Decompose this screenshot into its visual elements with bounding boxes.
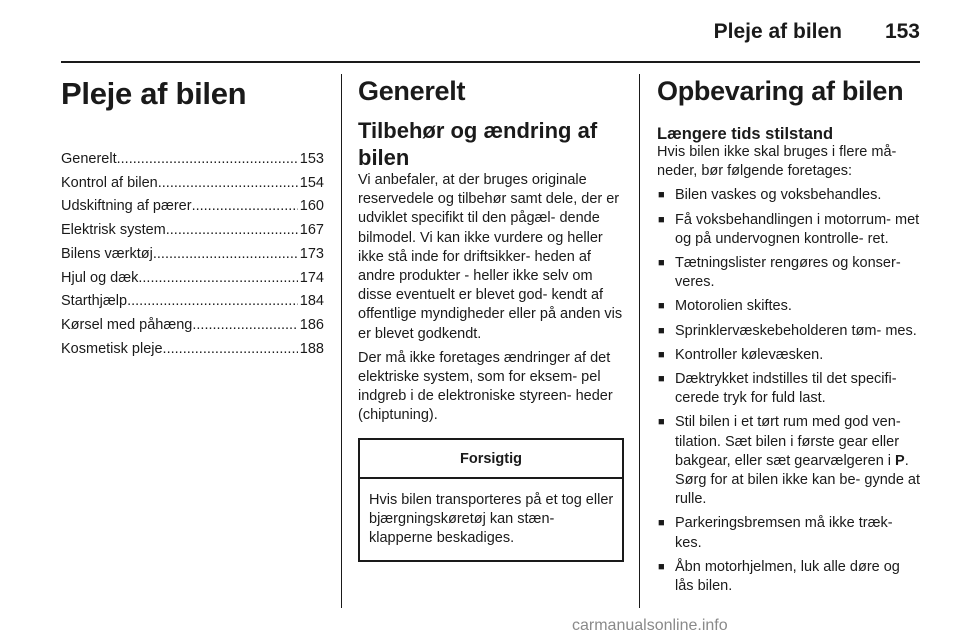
toc-label: Udskiftning af pærer: [61, 198, 192, 215]
toc-entry[interactable]: [61, 314, 324, 338]
toc-entry[interactable]: [61, 243, 324, 267]
watermark: carmanualsonline.info: [572, 617, 728, 634]
running-title: Pleje af bilen: [713, 20, 842, 43]
toc-entry[interactable]: [61, 338, 324, 362]
storage-column: [657, 62, 922, 596]
subsection-heading: Tilbehør og ændring af bilen: [358, 118, 598, 170]
toc-entry[interactable]: [61, 290, 324, 314]
list-item: ■ Parkeringsbremsen må ikke træk- kes.: [657, 514, 922, 552]
list-item: ■ Kontroller kølevæsken.: [657, 346, 922, 365]
toc-page: 167: [299, 222, 324, 239]
toc-label: Hjul og dæk: [61, 269, 139, 286]
toc-label: Generelt: [61, 151, 117, 167]
toc-page: 153: [299, 151, 324, 167]
toc-page: 174: [299, 269, 324, 286]
bullet-list: [657, 186, 922, 596]
list-item-text: . Sørg for at bilen ikke kan be- gynde at rulle.: [675, 452, 921, 508]
toc-entry[interactable]: [61, 172, 324, 196]
gear-position-key: P: [895, 452, 905, 469]
toc-label: Kontrol af bilen: [61, 174, 158, 191]
toc-page: 160: [299, 198, 324, 215]
warning-title: Forsigtig: [360, 440, 622, 479]
toc-entry[interactable]: [61, 219, 324, 243]
toc-page: 184: [299, 293, 324, 310]
warning-text: Hvis bilen transporteres på et tog eller bjærgningskøretøj kan stæn- klapperne beskadiges.: [369, 491, 614, 547]
toc-page: 173: [299, 245, 324, 262]
toc-page: 188: [299, 340, 324, 357]
column-divider: [639, 74, 640, 608]
list-item: ■ Åbn motorhjelmen, luk alle døre og lås bilen.: [657, 558, 922, 596]
list-item: ■ Få voksbehandlingen i motorrum- met og på undervognen kontrolle- ret.: [657, 211, 922, 249]
list-item: [657, 413, 922, 509]
page-header: [0, 0, 960, 62]
body-paragraph: Vi anbefaler, at der bruges originale reservedele og tilbehør samt dele, der er udviklet specifikt til den pågæl- dende bilmodel. Vi kan ikke vurdere og heller ikke stå inde for driftsikker- heden af andre produkter - heller ikke selv om disse eventuelt er blevet god- kendt af offentlige myndigheder eller på anden vis er blevet godkendt.: [358, 172, 623, 342]
toc-entry[interactable]: [61, 148, 324, 172]
chapter-title: Pleje af bilen: [61, 76, 247, 111]
page-number: 153: [884, 20, 920, 43]
toc-label: Starthjælp: [61, 293, 128, 310]
toc-label: Elektrisk system: [61, 222, 166, 239]
body-paragraph: Hvis bilen ikke skal bruges i flere må- neder, bør følgende foretages:: [657, 144, 897, 180]
table-of-contents: [61, 148, 324, 361]
column-divider: [341, 74, 342, 608]
body-paragraph: Der må ikke foretages ændringer af det elektriske system, som for eksem- pel indgreb i de elektroniske styreen- heder (chiptuning).: [358, 349, 613, 424]
list-item: ■ Motorolien skiftes.: [657, 297, 922, 316]
section-heading: Generelt: [358, 76, 466, 106]
warning-box: [358, 438, 624, 563]
list-item: ■ Dæktrykket indstilles til det specifi- cerede tryk for fuld last.: [657, 370, 922, 408]
toc-entry[interactable]: [61, 267, 324, 291]
list-item: ■ Sprinklervæskebeholderen tøm- mes.: [657, 322, 922, 341]
toc-label: Bilens værktøj: [61, 245, 153, 262]
list-item-text: Stil bilen i et tørt rum med god ven- tilation. Sæt bilen i første gear eller bakgear, eller sæt gearvælgeren i: [675, 414, 901, 469]
toc-label: Kosmetisk pleje: [61, 340, 163, 357]
toc-page: 154: [299, 174, 324, 191]
toc-page: 186: [299, 316, 324, 333]
subsection-heading: Længere tids stilstand: [657, 125, 834, 143]
section-heading: Opbevaring af bilen: [657, 76, 904, 106]
general-column: [358, 62, 624, 562]
list-item: ■ Tætningslister rengøres og konser- veres.: [657, 254, 922, 292]
toc-label: Kørsel med påhæng: [61, 316, 193, 333]
toc-column: [61, 62, 324, 361]
list-item: ■ Bilen vaskes og voksbehandles.: [657, 186, 922, 205]
toc-entry[interactable]: [61, 195, 324, 219]
